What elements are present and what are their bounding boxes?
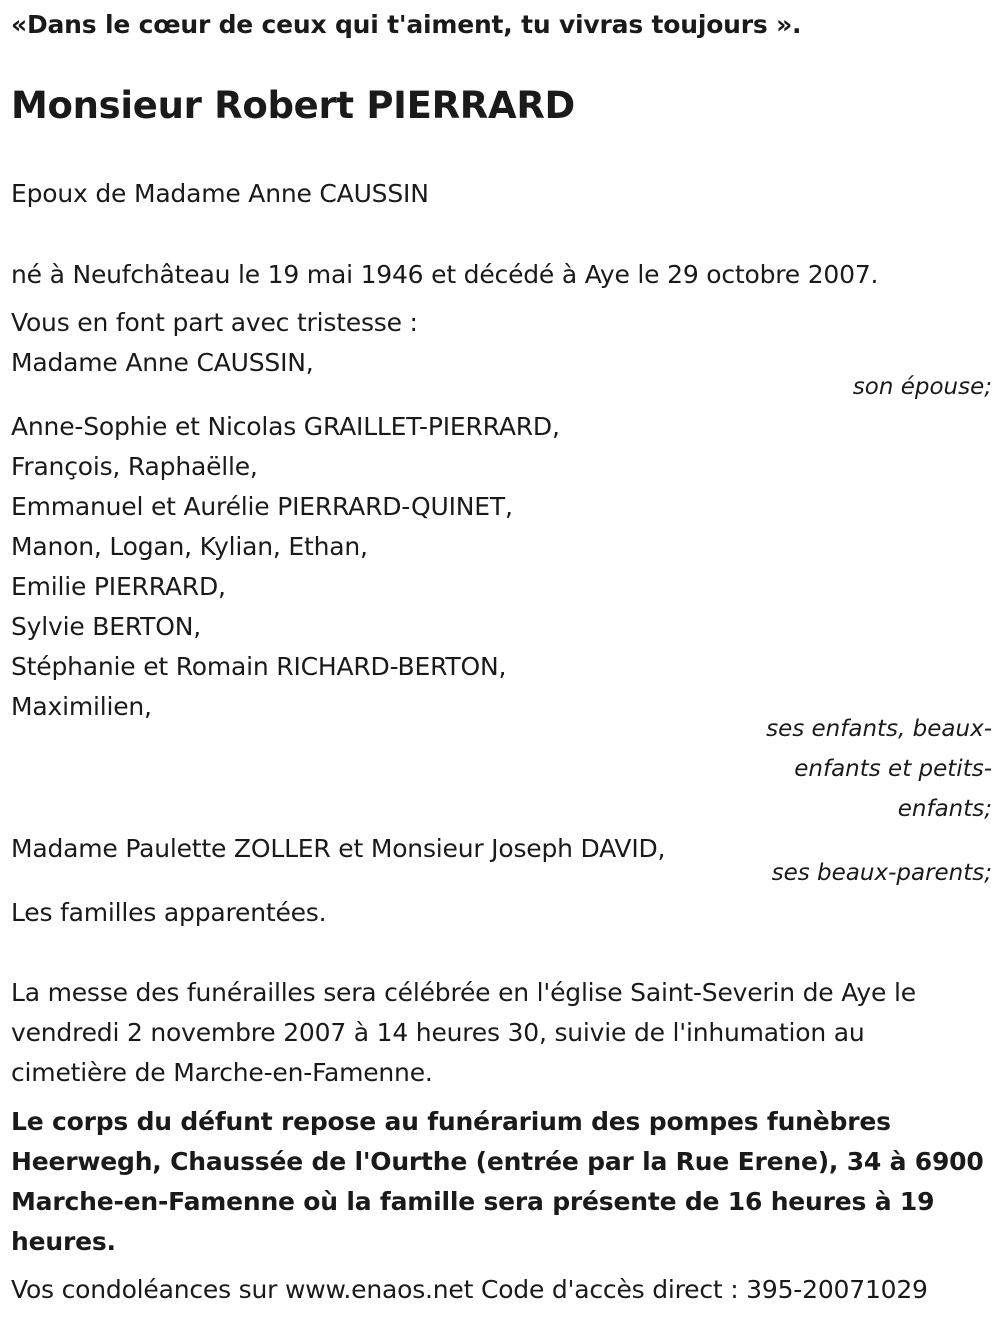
memorial-quote: «Dans le cœur de ceux qui t'aiment, tu vivras toujours ».: [11, 10, 802, 39]
child-line: Anne-Sophie et Nicolas GRAILLET-PIERRARD,: [11, 412, 560, 441]
spouse-line: Epoux de Madame Anne CAUSSIN: [11, 179, 429, 208]
in-laws-line: Madame Paulette ZOLLER et Monsieur Joseph DAVID,: [11, 834, 666, 863]
spouse-name: Madame Anne CAUSSIN,: [11, 348, 314, 377]
visitation-text: Le corps du défunt repose au funérarium des pompes funèbres Heerwegh, Chaussée de l'Ourthe (entrée par la Rue Erene), 34 à 6900 Marche-en-Famenne où la famille sera présente de 16 heures à 19 heures.: [11, 1107, 984, 1256]
child-line: Manon, Logan, Kylian, Ethan,: [11, 532, 368, 561]
child-line: Emilie PIERRARD,: [11, 572, 226, 601]
in-laws-role: ses beaux-parents;: [771, 860, 992, 886]
birth-death-line: né à Neufchâteau le 19 mai 1946 et décédé à Aye le 29 octobre 2007.: [11, 260, 879, 289]
child-line: Emmanuel et Aurélie PIERRARD-QUINET,: [11, 492, 513, 521]
child-line: François, Raphaëlle,: [11, 452, 258, 481]
deceased-name: Monsieur Robert PIERRARD: [11, 84, 575, 127]
child-line: Stéphanie et Romain RICHARD-BERTON,: [11, 652, 507, 681]
child-line: Sylvie BERTON,: [11, 612, 201, 641]
spouse-role: son épouse;: [852, 374, 992, 400]
condolences-line: Vos condoléances sur www.enaos.net Code d'accès direct : 395-20071029: [11, 1275, 928, 1304]
children-role: ses enfants, beaux-enfants et petits-enfants;: [766, 716, 992, 822]
families-line: Les familles apparentées.: [11, 898, 327, 927]
funeral-mass-text: La messe des funérailles sera célébrée en l'église Saint-Severin de Aye le vendredi 2 novembre 2007 à 14 heures 30, suivie de l'inhumation au cimetière de Marche-en-Famenne.: [11, 978, 916, 1087]
announce-intro: Vous en font part avec tristesse :: [11, 308, 418, 337]
child-line: Maximilien,: [11, 692, 152, 721]
